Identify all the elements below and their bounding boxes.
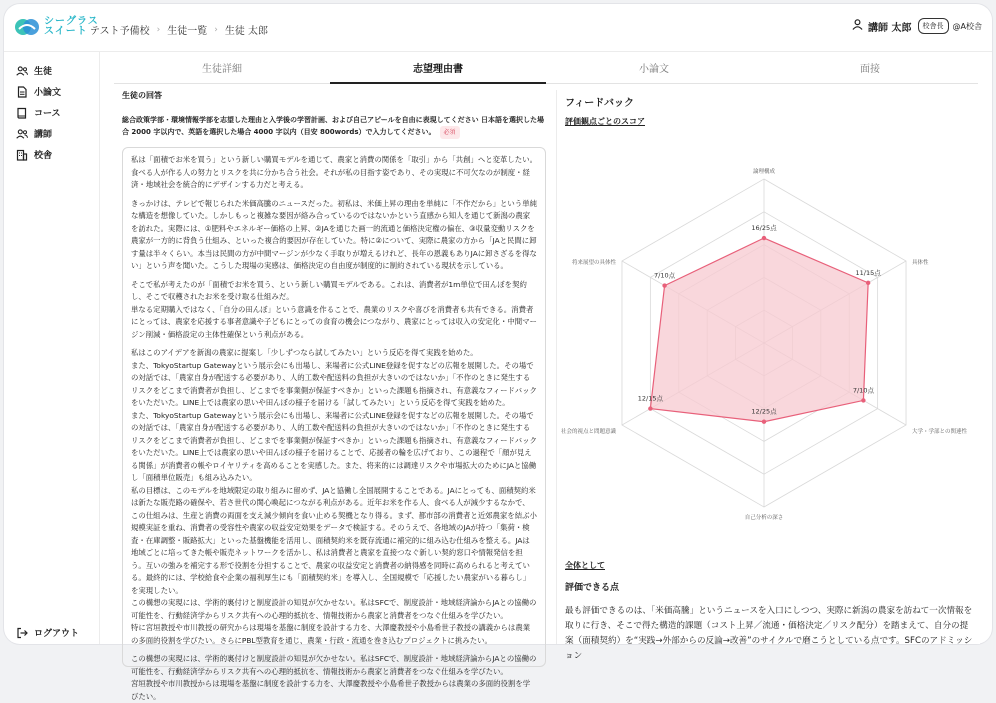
building-icon: [16, 149, 28, 161]
radar-point: [762, 236, 766, 240]
question-prompt: [122, 115, 546, 139]
user-school: @A校舎: [952, 21, 982, 31]
answer-paragraph: きっかけは、テレビで報じられた米価高騰のニュースだった。初私は、米価上昇の理由を単純に「不作だから」という単純な構造を想像していた。しかしもっと複雑な要因が絡み合っているのではないかという直感から知人を通じて新潟の農家を訪れた。実際には、①肥料やエネルギー価格の上昇、②JAを通じた画一的流通と価格決定権の偏在、③収量変動リスクを農家が一方的に背負う仕組み、といった複合的要因が存在していた。特に②について、実際に農家の方から「JAと民間に卸す量は半々くらい。本当は民間の方が中間マージンが少なく手取りが増えるけれど、長年の恩義もありJAに卸さざるを得ない」という声を聞いた。こうした現場の実感は、価格決定の自由度が制度的に制約されている現状を示している。: [131, 198, 537, 270]
answer-panel: [122, 90, 546, 701]
good-points-title: 評価できる点: [565, 583, 620, 593]
radar-value-label: 12/25点: [751, 407, 777, 416]
sidebar-item-label: 小論文: [34, 88, 62, 98]
top-header: [4, 4, 992, 52]
teachers-icon: [16, 129, 28, 139]
answer-textarea[interactable]: [122, 147, 546, 701]
radar-axis-label: 自己分析の深さ: [744, 515, 784, 521]
answer-paragraph: 私は「面積でお米を買う」という新しい購買モデルを通じて、農家と消費の関係を「取引」から「共創」へと変革したい。食べる人が作る人の努力とリスクを共に分かち合う社会。それが私の目指す姿であり、その実現に不可欠なのが制度・経済・地域社会を統合的にデザインする力だと考える。: [131, 155, 537, 189]
radar-axis-label: 論理構成: [752, 169, 776, 175]
good-points-text: 最も評価できるのは、「米価高騰」というニュースを入口にしつつ、実際に新潟の農家を訪ねて一次情報を取りに行き、そこで得た構造的課題（コスト上昇／流通・価格決定／リスク配分）を踏まえて、自分の提案（面積契約）を“実践→外部からの反論→改善”のサイクルで磨こうとしている点です。SFCのアドミッション: [565, 606, 973, 661]
sidebar-item-essay[interactable]: [16, 85, 61, 98]
logout-icon: [16, 627, 28, 639]
answer-paragraph: そこで私が考えたのが「面積でお米を買う、という新しい購買モデルである。これは、消費者が1m単位で田んぼを契約し、そこで収穫されたお米を受け取る仕組みだ。 単なる定期購入ではなく、「自分の田んぼ」という意識を作ることで、農業のリスクや喜びを消費者も共有できる。消費者にとっては、農家を応援する事者意識や子どもにとっての食育の機会につながり、農家にとっては収入の安定化・中間マージン削減・価格設定の主体性確保という利点がある。: [131, 279, 537, 339]
sidebar-item-label: 校舎: [34, 151, 53, 161]
app-window: [4, 4, 992, 701]
radar-axis-label: 具体性: [912, 260, 929, 266]
radar-axis-label: 社会的視点と問題意識: [560, 429, 616, 435]
radar-point: [648, 406, 652, 410]
role-badge: 校舎長: [918, 18, 949, 34]
breadcrumb-chevron-icon: ›: [214, 24, 218, 35]
logo-line1: シーグラス: [44, 16, 99, 27]
required-badge: 必須: [440, 126, 460, 139]
radar-point: [662, 283, 666, 287]
radar-value-label: 12/15点: [637, 394, 663, 403]
tab-bar: [114, 56, 978, 84]
question-text: 総合政策学部・環境情報学部を志望した理由と入学後の学習計画、および自己アピールを自由に表現してください 日本語を選択した場合 2000 字以内で、英語を選択した場合 4000 字以内（目安 800words）で入力してください。: [122, 116, 545, 136]
tab-student-detail[interactable]: 生徒詳細: [202, 64, 242, 75]
radar-axis-label: 将来展望の具体性: [571, 260, 616, 266]
sidebar-item-teachers[interactable]: [16, 127, 52, 140]
logout-label: ログアウト: [34, 629, 80, 639]
book-icon: [16, 107, 28, 119]
radar-point: [861, 398, 865, 402]
logout-button[interactable]: [16, 626, 79, 639]
logo-mark-icon: [14, 17, 40, 37]
user-menu[interactable]: [852, 18, 982, 34]
answer-section-title: 生徒の回答: [122, 91, 162, 100]
radar-point: [762, 420, 766, 424]
logo-line2: スイート: [44, 26, 88, 37]
tab-essay[interactable]: 小論文: [639, 64, 669, 75]
answer-paragraph: この構想の実現には、学術的裏付けと制度設計の知見が欠かせない。私はSFCで、制度設計・地域経済論からJAとの協働の可能性を、行動経済学からリスク共有への心理的抵抗を、情報技術から農家と消費者をつなぐ仕組みを学びたい。 宮垣教授や市川教授からは現場を基盤に制度を設計する力を、大澤慶教授や小島希世子教授からは農業の多面的役割を学びたい。: [131, 654, 537, 701]
radar-axis-label: 大学・学部との関連性: [912, 429, 968, 435]
score-by-criteria-link[interactable]: 評価観点ごとのスコア: [565, 117, 645, 126]
students-icon: [16, 66, 28, 76]
feedback-panel: [556, 90, 980, 661]
radar-value-label: 7/10点: [852, 386, 874, 395]
sidebar: [4, 52, 100, 644]
sidebar-item-course[interactable]: [16, 106, 61, 119]
radar-value-label: 16/25点: [751, 224, 777, 233]
breadcrumb-chevron-icon: ›: [156, 24, 161, 35]
sidebar-item-label: コース: [34, 109, 61, 119]
tab-interview[interactable]: 面接: [860, 64, 880, 75]
breadcrumb-student-list[interactable]: 生徒一覧: [167, 26, 208, 37]
breadcrumb-school[interactable]: テスト予備校: [90, 26, 150, 37]
user-name: 講師 太郎: [868, 22, 912, 34]
document-icon: [16, 86, 28, 98]
user-icon: [852, 19, 863, 33]
sidebar-item-school[interactable]: [16, 148, 52, 161]
radar-value-label: 7/10点: [654, 271, 676, 280]
logo[interactable]: [14, 17, 99, 37]
radar-point: [866, 281, 870, 285]
tab-statement-of-purpose[interactable]: 志望理由書: [330, 56, 546, 83]
sidebar-item-label: 生徒: [34, 67, 53, 77]
sidebar-item-label: 講師: [34, 130, 53, 140]
radar-series-area: [650, 238, 868, 422]
radar-chart: [557, 130, 981, 560]
answer-paragraph: 私はこのアイデアを新潟の農家に提案し「少しずつなら試してみたい」という反応を得て実践を始めた。 また、TokyoStartup Gatewayという展示会にも出場し、来場者に公式LINE登録を促すなどの広報を展開した。その場での対話では、「農家自身が配送する必要があり、人的工数や配送料の負担が大きいのではないか」「不作のときに発生するリスクをどこまで消費者が負担し、どこまでを事業側が保証すべきか」といった課題も指摘され、有意義なフィードバックをいただいた。LINE上では農家の思いや田んぼの様子を届ける「試してみたい」という反応を得て実践を始めた。 また、TokyoStartup Gatewayという展示会にも出場し、来場者に公式LINE登録を促すなどの広報を展開した。その場での対話では、「農家自身が配送する必要があり、人的工数や配送料の負担が大きいのではないか」「不作のときに発生するリスクをどこまで消費者が負担し、どこまでを事業側が保証すべきか」といった課題も指摘され、有意義なフィードバックをいただいた。LINE上では農家の思いや田んぼの様子を届けることで、応援者の輪を広げており、この過程で「顔が見える関係」が消費者の帳やロイヤリティを高めることを実感した。また、将来的には調達リスクや市場拡大のためにJAと協働し「面積単位販売」も組み込みたい。 私の目標は、このモデルを地域限定の取り組みに留めず、JAと協働し全国展開することである。JAにとっても、面積契約米は新たな販売路の確保や、若さ世代の関心喚起につながる利点がある。近年お米を作る人、食べる人が減少するなかで、この仕組みは、生産と消費の両面を支え減少傾向を食い止める契機となり得る。まず、都市部の消費者と近郊農家を結ぶ小規模実証を重ね、消費者の受容性や農家の収益安定効果をデータで検証する。そのうえで、各地域のJAが持つ「集荷・検査・在庫調整・販路拡大」といった基盤機能を活用し、面積契約米を既存流通に補完的に組み込む仕組みを整える。JAは地域ごとに培ってきた帳や販売ネットワークを活かし、私は消費者と農家を直接つなぐ新しい契約窓口や情報発信を担う。互いの強みを補完する形で役割を分担することで、農家の収益安定と消費者の納得感を同時に高められると考えている。最終的には、学校給食や企業の福利厚生にも「面積契約米」を導入し、全国規模で「応援したい農家がいる暮らし」を実現したい。 この構想の実現には、学術的裏付けと制度設計の知見が欠かせない。私はSFCで、制度設計・地域経済論からJAとの協働の可能性を、行動経済学からリスク共有への心理的抵抗を、情報技術から農家と消費者をつなぐ仕組みを学びたい。 特に宮垣教授や市川教授の研究からは現場を基盤に制度を設計する力を、大澤慶教授や小島希世子教授の講義からは農業の多面的役割を学びたい。さらにPBL型教育を通じ、農業・行政・流通を巻き込むプロジェクトに挑みたい。: [131, 348, 537, 645]
overall-link[interactable]: 全体として: [565, 561, 605, 570]
sidebar-item-students[interactable]: [16, 64, 52, 77]
feedback-title: フィードバック: [565, 98, 634, 109]
breadcrumb-student: 生徒 太郎: [224, 26, 269, 37]
radar-value-label: 11/15点: [855, 268, 881, 277]
breadcrumb: [90, 22, 268, 37]
